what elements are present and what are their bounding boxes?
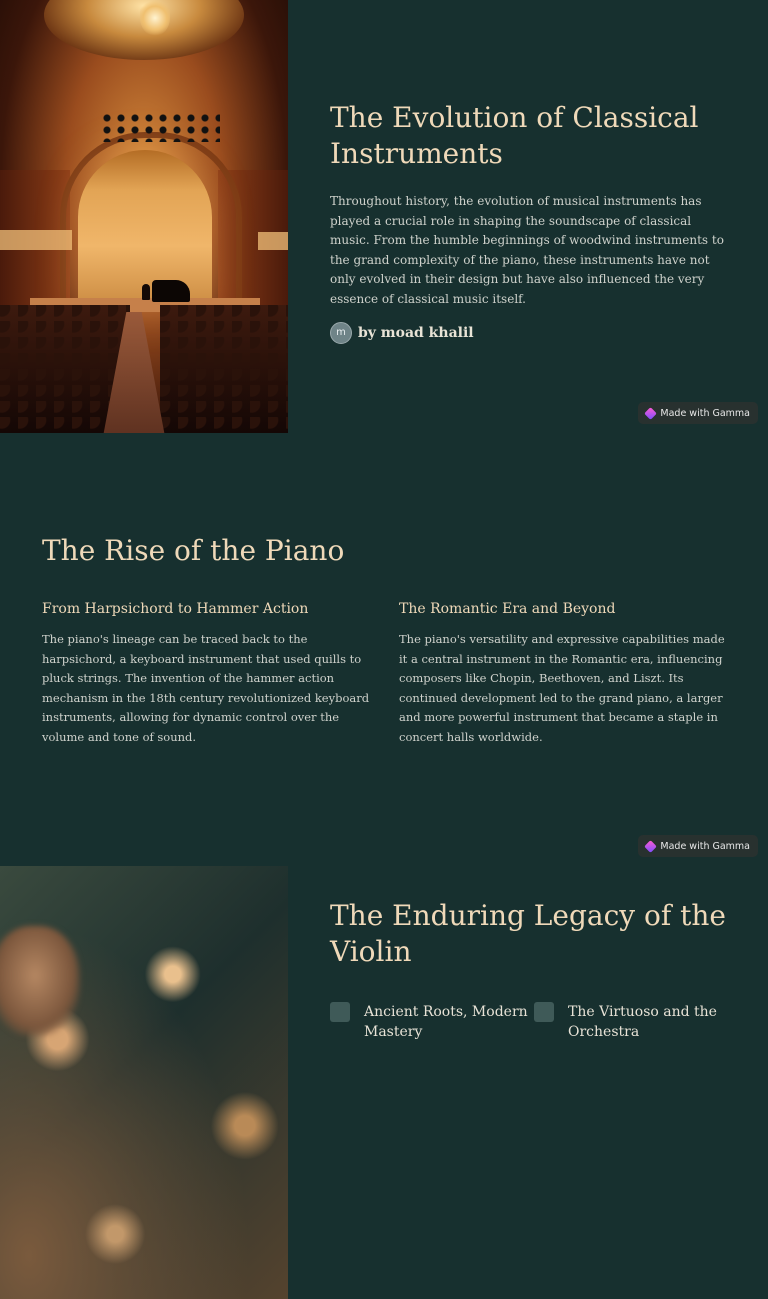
- subtopic-ancient-roots: [330, 1002, 534, 1042]
- column-body: The piano's versatility and expressive capabilities made it a central instrument in the Romantic era, influencing composers like Chopin, Beethoven, and Liszt. Its continued development led to the grand piano, a larger and more powerful instrument that became a staple in concert halls worldwide.: [399, 632, 725, 744]
- violin-subtopics: [330, 1002, 750, 1042]
- subtopic-marker-icon: [534, 1002, 554, 1022]
- made-with-gamma-badge[interactable]: [638, 835, 758, 857]
- gamma-logo-icon: [645, 407, 658, 420]
- made-with-gamma-badge[interactable]: [638, 402, 758, 424]
- author-name: by moad khalil: [358, 324, 474, 341]
- intro-paragraph: Throughout history, the evolution of musical instruments has played a crucial role in shaping the soundscape of classical music. From the humble beginnings of woodwind instruments to the grand complexity of the piano, these instruments have not only evolved in their design but have also influenced the very essence of classical music itself.: [330, 194, 724, 306]
- concert-hall-image: [0, 0, 288, 433]
- subtopic-virtuoso: [534, 1002, 738, 1042]
- badge-label: Made with Gamma: [660, 407, 750, 419]
- subtopic-marker-icon: [330, 1002, 350, 1022]
- slide-title: The Evolution of Classical Instruments: [330, 101, 699, 170]
- slide-evolution: [0, 0, 768, 433]
- author-byline[interactable]: [330, 322, 730, 344]
- badge-label: Made with Gamma: [660, 840, 750, 852]
- violin-orchestra-image: [0, 866, 288, 1299]
- column-heading: The Romantic Era and Beyond: [399, 601, 616, 617]
- column-harpsichord: [42, 601, 372, 748]
- slide-title: The Rise of the Piano: [42, 534, 345, 567]
- slide-rise-of-piano: [0, 433, 768, 866]
- subtopic-label: Ancient Roots, Modern Mastery: [364, 1004, 528, 1040]
- slide-title: The Enduring Legacy of the Violin: [330, 899, 726, 968]
- gamma-logo-icon: [645, 840, 658, 853]
- column-body: The piano's lineage can be traced back to the harpsichord, a keyboard instrument that used quills to pluck strings. The invention of the hammer action mechanism in the 18th century revolutionized keyboard instruments, allowing for dynamic control over the volume and tone of sound.: [42, 632, 370, 744]
- column-heading: From Harpsichord to Hammer Action: [42, 601, 309, 617]
- avatar: m: [330, 322, 352, 344]
- slide-violin-legacy: [0, 866, 768, 1040]
- column-romantic-era: [399, 601, 729, 748]
- subtopic-label: The Virtuoso and the Orchestra: [568, 1004, 717, 1040]
